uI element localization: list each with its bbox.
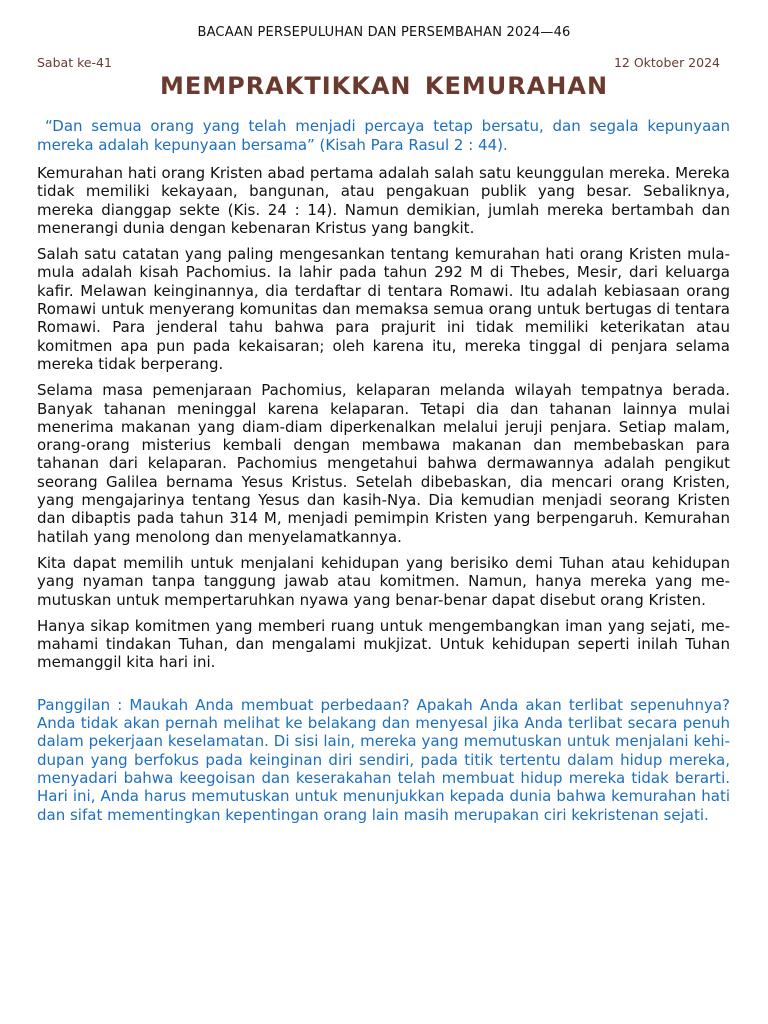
paragraph: Kita dapat memilih untuk menjalani kehidupan yang berisiko demi Tuhan atau kehidupan yang nyaman tanpa tanggung jawab atau komitmen. Namun, hanya mereka yang me- mutuskan untuk mempertaruhkan nyawa yang benar-benar dapat disebut orang Kristen. <box>37 553 730 609</box>
calling-paragraph: Panggilan : Maukah Anda membuat perbedaan? Apakah Anda akan terlibat sepenuhnya? Anda tidak akan pernah melihat ke belakang dan menyesal jika Anda terlibat secara penuh dalam pekerjaan keselamatan. Di sisi lain, mereka yang memutuskan untuk menjalani kehi- dupan yang berfokus pada keinginan diri sendiri, pada titik tertentu dalam hidup mereka, menyadari bahwa keegoisan dan keserakahan telah membuat hidup mereka tidak berarti. Hari ini, Anda harus memutuskan untuk menunjukkan kepada dunia bahwa kemurahan hati dan sifat mementingkan kepentingan orang lain masih merupakan ciri kekristenan sejati. <box>37 695 730 824</box>
date-label: 12 Oktober 2024 <box>613 55 720 70</box>
article-body <box>37 117 730 824</box>
paragraph: Hanya sikap komitmen yang memberi ruang untuk mengembangkan iman yang sejati, me- mahami tindakan Tuhan, dan mengalami mukjizat. Untuk kehidupan seperti inilah Tuhan memanggil kita hari ini. <box>37 616 730 672</box>
page-title: MEMPRAKTIKKAN KEMURAHAN <box>159 72 609 100</box>
sabbath-label: Sabat ke-41 <box>37 55 112 70</box>
bible-quote: “Dan semua orang yang telah menjadi percaya tetap bersatu, dan segala kepunyaan mereka adalah kepunyaan bersama” (Kisah Para Rasul 2 : 44). <box>37 117 730 154</box>
paragraph: Selama masa pemenjaraan Pachomius, kelaparan melanda wilayah tempatnya berada. Banyak tahanan meninggal karena kelaparan. Tetapi dia dan tahanan lainnya mulai menerima makanan yang diam-diam diperkenalkan melalui jeruji penjara. Setiap malam, orang-orang misterius kembali dengan membawa makanan dan membebaskan para tahanan dari kelaparan. Pachomius mengetahui bahwa dermawannya adalah pengikut seorang Galilea bernama Yesus Kristus. Setelah dibebaskan, dia mencari orang Kristen, yang mengajarinya tentang Yesus dan kasih-Nya. Dia kemudian menjadi seorang Kristen dan dibaptis pada tahun 314 M, menjadi pemimpin Kristen yang berpengaruh. Kemurahan hatilah yang menolong dan menyelamatkannya. <box>37 381 730 546</box>
running-header: BACAAN PERSEPULUHAN DAN PERSEMBAHAN 2024—46 <box>197 25 571 40</box>
paragraph: Kemurahan hati orang Kristen abad pertama adalah salah satu keunggulan mereka. Mereka tidak memiliki kekayaan, bangunan, atau pengakuan publik yang besar. Sebaliknya, mereka dianggap sekte (Kis. 24 : 14). Namun demikian, jumlah mereka bertambah dan menerangi dunia dengan kebenaran Kristus yang bangkit. <box>37 164 730 237</box>
paragraph: Salah satu catatan yang paling mengesankan tentang kemurahan hati orang Kristen mula-mula adalah kisah Pachomius. Ia lahir pada tahun 292 M di Thebes, Mesir, dari keluarga kafir. Melawan keinginannya, dia terdaftar di tentara Romawi. Itu adalah kebiasaan orang Romawi untuk menyerang komunitas dan memaksa semua orang untuk bertugas di tentara Romawi. Para jenderal tahu bahwa para prajurit ini tidak memiliki keterikatan atau komitmen apa pun pada kekaisaran; oleh karena itu, mereka tinggal di penjara selama mereka tidak berperang. <box>37 245 730 373</box>
